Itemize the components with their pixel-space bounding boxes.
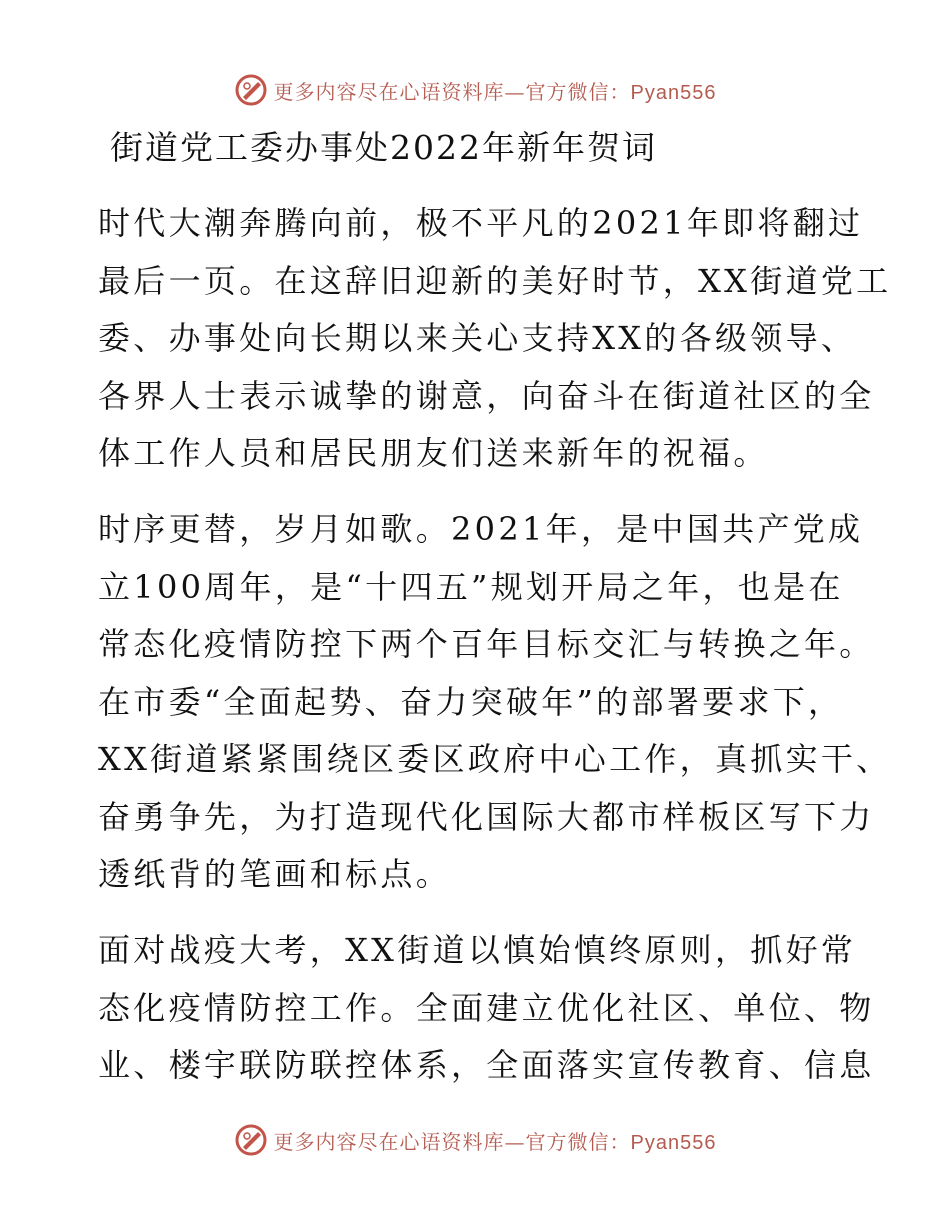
watermark-banner-top [0,70,950,110]
watermark-wechat-id: Pyan556 [630,1131,717,1154]
text-line: 委、办事处向长期以来关心支持XX的各级领导、 [98,319,857,357]
watermark-label: 更多内容尽在心语资料库—官方微信： [273,79,631,104]
text-line: 在市委“全面起势、奋力突破年”的部署要求下， [98,682,844,721]
paragraph-2 [98,501,892,904]
logo-icon [234,1123,268,1157]
watermark-text [274,1126,717,1155]
text-line: 各界人士表示诚挚的谢意，向奋斗在街道社区的全 [98,376,875,415]
text-line: 时代大潮奔腾向前，极不平凡的2021年即将翻过 [98,204,864,242]
text-line: 奋勇争先，为打造现代化国际大都市样板区写下力 [98,797,875,836]
text-line: 体工作人员和居民朋友们送来新年的祝福。 [98,434,769,472]
watermark-text [274,76,717,105]
document-title: 街道党工委办事处2022年新年贺词 [110,128,657,167]
text-line: XX街道紧紧围绕区委区政府中心工作，真抓实干、 [98,740,892,778]
text-line: 最后一页。在这辞旧迎新的美好时节，XX街道党工 [98,261,892,300]
watermark-label: 更多内容尽在心语资料库—官方微信： [273,1129,631,1154]
text-line: 面对战疫大考，XX街道以慎始慎终原则，抓好常 [98,931,857,969]
text-line: 态化疫情防控工作。全面建立优化社区、单位、物 [98,988,875,1027]
text-line: 立100周年，是“十四五”规划开局之年，也是在 [98,567,844,606]
watermark-wechat-id: Pyan556 [630,81,717,104]
text-line: 业、楼宇联防联控体系，全面落实宣传教育、信息 [98,1046,875,1084]
paragraph-3 [98,922,875,1095]
text-line: 时序更替，岁月如歌。2021年，是中国共产党成 [98,510,864,548]
text-line: 常态化疫情防控下两个百年目标交汇与转换之年。 [98,625,875,663]
watermark-banner-bottom [0,1120,950,1160]
text-line: 透纸背的笔画和标点。 [98,855,452,893]
logo-icon [234,73,268,107]
paragraph-1 [98,195,892,483]
